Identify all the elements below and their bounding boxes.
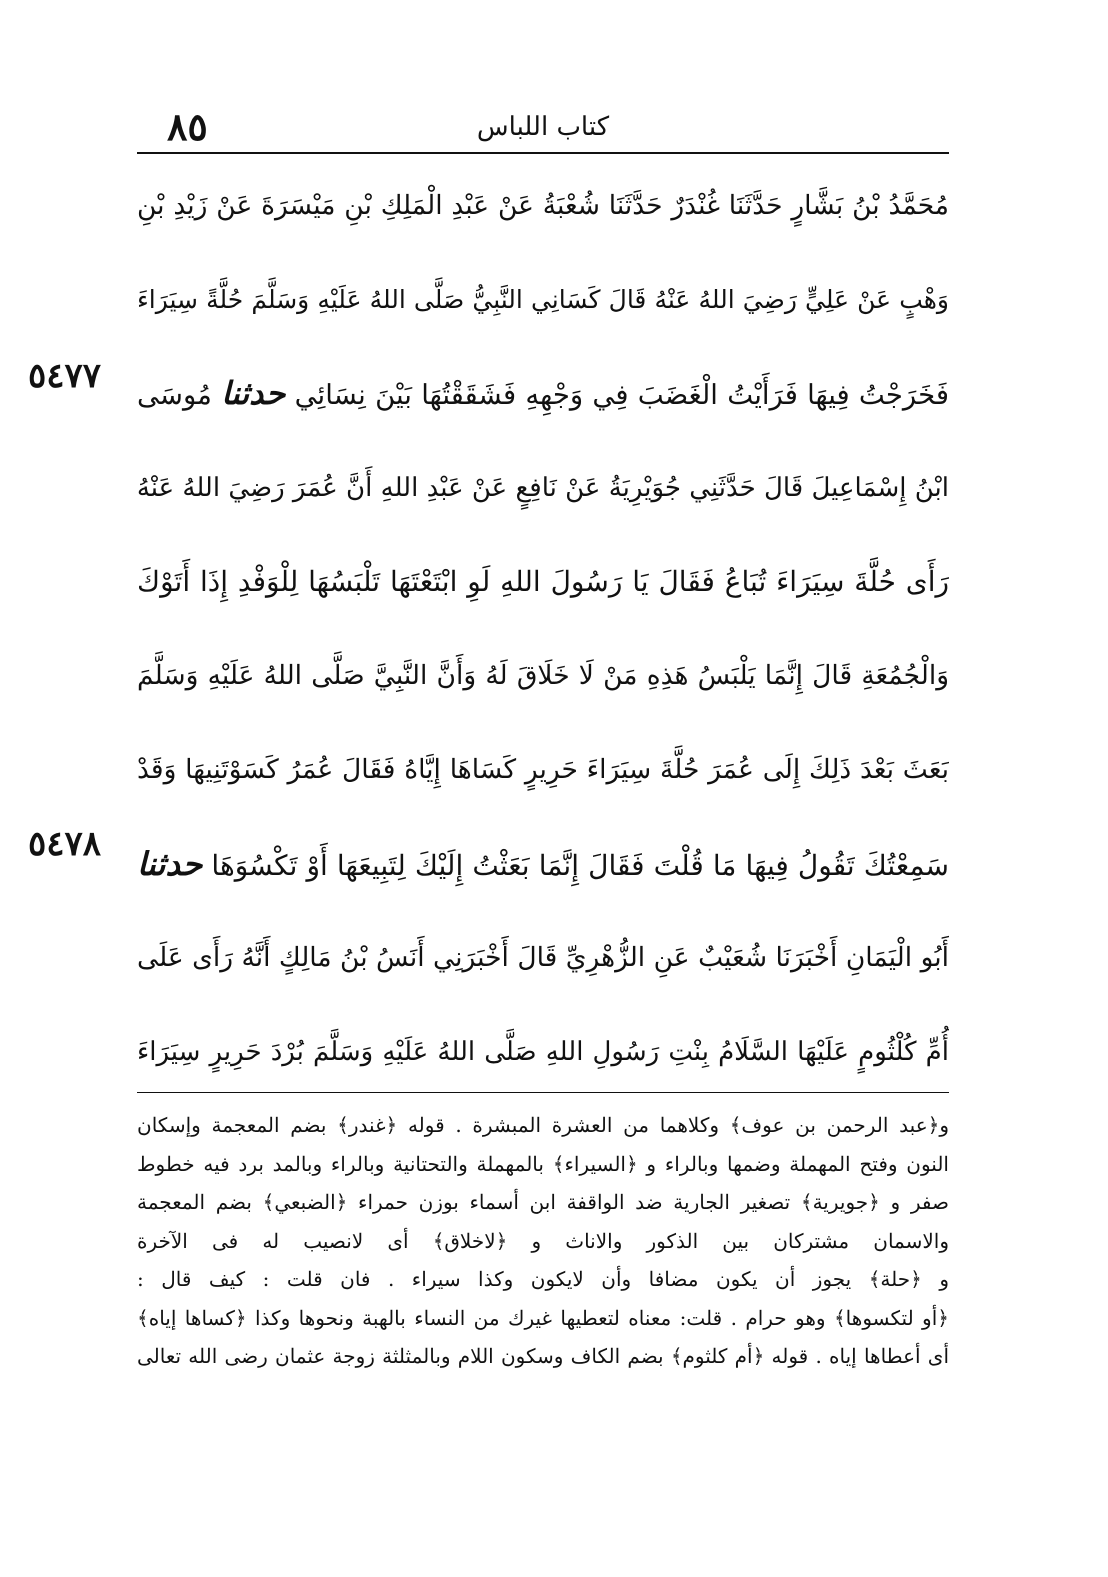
footnote-line: و﴿عبد الرحمن بن عوف﴾ وكلاهما من العشرة المبشرة . قوله ﴿غندر﴾ بضم المعجمة وإسكان	[137, 1113, 949, 1137]
line-text: مُوسَى	[137, 379, 212, 411]
book-title: كتاب اللباس	[476, 112, 610, 142]
footnote-line: صفر و ﴿جويرية﴾ تصغير الجارية ضد الواقفة ابن أسماء بوزن حمراء ﴿الضبعي﴾ بضم المعجمة	[137, 1190, 949, 1214]
text-line: وَالْجُمُعَةِ قَالَ إِنَّمَا يَلْبَسُ هَذِهِ مَنْ لَا خَلَاقَ لَهُ وَأَنَّ النَّبِيَّ صَلَّى اللهُ عَلَيْهِ وَسَلَّمَ	[137, 660, 949, 691]
page-header	[137, 98, 949, 150]
line-text: فَخَرَجْتُ فِيهَا فَرَأَيْتُ الْغَضَبَ فِي وَجْهِهِ فَشَقَقْتُهَا بَيْنَ نِسَائِي	[294, 379, 949, 411]
footnote-line: النون وفتح المهملة وضمها وبالراء و ﴿السيراء﴾ بالمهملة والتحتانية وبالراء وبالمد برد فيه خطوط	[137, 1151, 949, 1176]
footnotes	[137, 1106, 949, 1376]
text-line: بَعَثَ بَعْدَ ذَلِكَ إِلَى عُمَرَ حُلَّةَ سِيَرَاءَ حَرِيرٍ كَسَاهَا إِيَّاهُ فَقَالَ عُمَرُ كَسَوْتَنِيهَا وَقَدْ	[137, 754, 949, 785]
text-line: أُمِّ كُلْثُومٍ عَلَيْهَا السَّلَامُ بِنْتِ رَسُولِ اللهِ صَلَّى اللهُ عَلَيْهِ وَسَلَّمَ بُرْدَ حَرِيرٍ سِيَرَاءَ	[137, 1037, 949, 1067]
text-line: ابْنُ إِسْمَاعِيلَ قَالَ حَدَّثَنِي جُوَيْرِيَةُ عَنْ نَافِعٍ عَنْ عَبْدِ اللهِ أَنَّ عُمَرَ رَضِيَ اللهُ عَنْهُ	[137, 473, 949, 503]
hadith-number: ٥٤٧٨	[28, 824, 102, 864]
footnote-line: ﴿أو لتكسوها﴾ وهو حرام . قلت: معناه لتعطيها غيرك من النساء بالهبة ونحوها وكذا ﴿كساها إياه﴾	[137, 1305, 949, 1330]
footnote-divider	[137, 1092, 949, 1093]
text-line: وَهْبٍ عَنْ عَلِيٍّ رَضِيَ اللهُ عَنْهُ قَالَ كَسَانِي النَّبِيُّ صَلَّى اللهُ عَلَيْهِ وَسَلَّمَ حُلَّةً سِيَرَاءَ	[137, 285, 949, 314]
hadith-marker: حدثنا	[221, 375, 286, 412]
text-line	[137, 826, 949, 920]
footnote-line: والاسمان مشتركان بين الذكور والاناث و ﴿لاخلاق﴾ أى لانصيب له فى الآخرة	[137, 1228, 949, 1253]
footnote-line: و ﴿حلة﴾ يجوز أن يكون مضافا وأن لايكون وكذا سيراء . فان قلت : كيف قال :	[137, 1267, 949, 1291]
header-divider	[137, 152, 949, 154]
text-line: رَأَى حُلَّةَ سِيَرَاءَ تُبَاعُ فَقَالَ يَا رَسُولَ اللهِ لَوِ ابْتَعْتَهَا تَلْبَسُهَا لِلْوَفْدِ إِذَا أَتَوْكَ	[137, 565, 949, 598]
line-text: سَمِعْتُكَ تَقُولُ فِيهَا مَا قُلْتَ فَقَالَ إِنَّمَا بَعَثْتُ إِلَيْكَ لِتَبِيعَهَا أَوْ تَكْسُوَهَا	[211, 849, 949, 882]
main-text	[137, 168, 949, 1108]
text-line	[137, 356, 949, 450]
text-line: مُحَمَّدُ بْنُ بَشَّارٍ حَدَّثَنَا غُنْدَرٌ حَدَّثَنَا شُعْبَةُ عَنْ عَبْدِ الْمَلِكِ بْنِ مَيْسَرَةَ عَنْ زَيْدِ بْنِ	[137, 190, 949, 221]
hadith-marker: حدثنا	[137, 845, 203, 883]
page-number: ٨٥	[167, 104, 208, 149]
text-line: أَبُو الْيَمَانِ أَخْبَرَنَا شُعَيْبٌ عَنِ الزُّهْرِيِّ قَالَ أَخْبَرَنِي أَنَسُ بْنُ مَالِكٍ أَنَّهُ رَأَى عَلَى	[137, 942, 949, 973]
hadith-number: ٥٤٧٧	[28, 356, 102, 396]
footnote-line: أى أعطاها إياه . قوله ﴿أم كلثوم﴾ بضم الكاف وسكون اللام وبالمثلثة زوجة عثمان رضى الله تعالى	[137, 1344, 949, 1368]
